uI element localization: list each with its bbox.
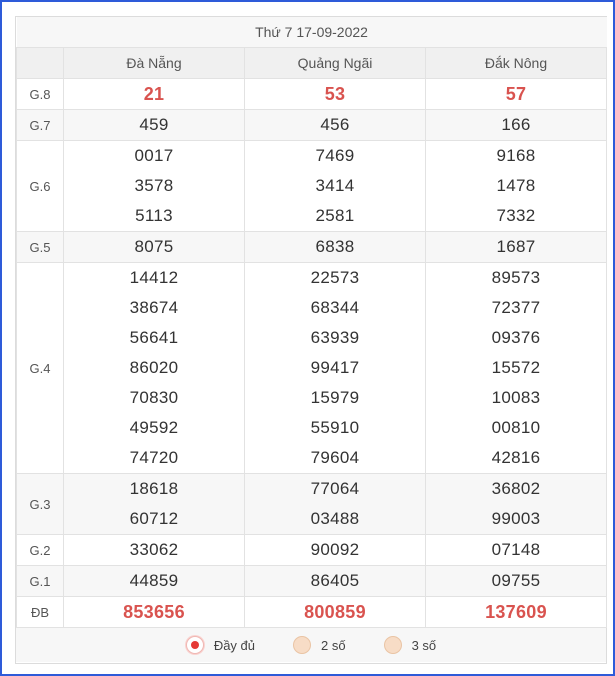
lottery-result-card <box>15 16 607 664</box>
prize-number: 7469 <box>315 146 355 165</box>
prize-number: 33062 <box>129 540 179 559</box>
prize-number: 3578 <box>134 176 174 195</box>
prize-cell <box>426 566 607 597</box>
prize-number: 53 <box>324 84 346 104</box>
prize-number: 36802 <box>491 479 541 498</box>
prize-number: 99003 <box>491 509 541 528</box>
prize-number: 14412 <box>129 268 179 287</box>
prize-cell <box>426 110 607 141</box>
digit-option-label: 3 số <box>411 637 437 653</box>
digit-option-label: 2 số <box>321 637 346 653</box>
prize-number: 10083 <box>491 388 541 407</box>
result-table <box>16 17 607 628</box>
prize-number: 2581 <box>315 206 355 225</box>
prize-number: 90092 <box>310 540 360 559</box>
prize-cell <box>64 597 245 628</box>
province-header: Đà Nẵng <box>64 48 245 79</box>
prize-cell <box>245 141 426 232</box>
prize-number: 15979 <box>310 388 360 407</box>
prize-number: 137609 <box>485 602 547 622</box>
prize-number: 166 <box>501 115 531 134</box>
prize-label: G.5 <box>17 232 64 263</box>
province-header: Quảng Ngãi <box>245 48 426 79</box>
prize-cell <box>245 535 426 566</box>
prize-cell <box>426 79 607 110</box>
prize-number: 07148 <box>491 540 541 559</box>
prize-number: 44859 <box>129 571 179 590</box>
prize-number: 99417 <box>310 358 360 377</box>
prize-number: 77064 <box>310 479 360 498</box>
prize-number: 21 <box>143 84 165 104</box>
prize-row <box>17 141 607 232</box>
prize-number: 09376 <box>491 328 541 347</box>
prize-cell <box>64 474 245 535</box>
radio-icon[interactable] <box>186 636 204 654</box>
prize-number: 89573 <box>491 268 541 287</box>
digit-option-2[interactable] <box>384 636 437 654</box>
digit-option-label: Đầy đủ <box>213 637 256 653</box>
prize-number: 49592 <box>129 418 179 437</box>
prize-cell <box>426 535 607 566</box>
digit-option-1[interactable] <box>293 636 346 654</box>
prize-cell <box>426 263 607 474</box>
prize-number: 1478 <box>496 176 536 195</box>
prize-number: 5113 <box>135 206 173 225</box>
prize-number: 800859 <box>304 602 366 622</box>
prize-number: 57 <box>505 84 527 104</box>
prize-number: 42816 <box>491 448 541 467</box>
prize-number: 3414 <box>315 176 355 195</box>
prize-number: 70830 <box>129 388 179 407</box>
prize-cell <box>64 232 245 263</box>
prize-row <box>17 263 607 474</box>
prize-number: 74720 <box>129 448 179 467</box>
prize-number: 00810 <box>491 418 541 437</box>
prize-number: 0017 <box>134 146 174 165</box>
prize-number: 6838 <box>315 237 355 256</box>
prize-number: 459 <box>139 115 169 134</box>
prize-row <box>17 79 607 110</box>
prize-row <box>17 597 607 628</box>
prize-row <box>17 232 607 263</box>
prize-number: 03488 <box>310 509 360 528</box>
prize-cell <box>64 79 245 110</box>
prize-number: 55910 <box>310 418 360 437</box>
prize-number: 8075 <box>134 237 174 256</box>
prize-label: ĐB <box>17 597 64 628</box>
prize-label: G.4 <box>17 263 64 474</box>
prize-cell <box>245 566 426 597</box>
prize-number: 56641 <box>129 328 179 347</box>
prize-cell <box>64 566 245 597</box>
prize-label: G.7 <box>17 110 64 141</box>
prize-number: 18618 <box>129 479 179 498</box>
prize-number: 60712 <box>129 509 179 528</box>
prize-column-header <box>17 48 64 79</box>
prize-label: G.1 <box>17 566 64 597</box>
prize-cell <box>245 110 426 141</box>
prize-label: G.3 <box>17 474 64 535</box>
prize-row <box>17 566 607 597</box>
prize-cell <box>245 597 426 628</box>
prize-number: 22573 <box>310 268 360 287</box>
prize-label: G.8 <box>17 79 64 110</box>
radio-icon[interactable] <box>293 636 311 654</box>
prize-cell <box>64 535 245 566</box>
prize-number: 79604 <box>310 448 360 467</box>
prize-cell <box>64 263 245 474</box>
prize-cell <box>245 263 426 474</box>
prize-cell <box>426 597 607 628</box>
prize-row <box>17 474 607 535</box>
province-header: Đắk Nông <box>426 48 607 79</box>
prize-number: 853656 <box>123 602 185 622</box>
prize-number: 68344 <box>310 298 360 317</box>
prize-number: 15572 <box>491 358 541 377</box>
prize-number: 86020 <box>129 358 179 377</box>
prize-number: 09755 <box>491 571 541 590</box>
draw-date-title: Thứ 7 17-09-2022 <box>17 17 607 48</box>
prize-cell <box>245 79 426 110</box>
prize-number: 9168 <box>496 146 536 165</box>
prize-cell <box>64 141 245 232</box>
radio-icon[interactable] <box>384 636 402 654</box>
prize-number: 456 <box>320 115 350 134</box>
prize-cell <box>64 110 245 141</box>
prize-row <box>17 110 607 141</box>
prize-cell <box>426 474 607 535</box>
prize-label: G.6 <box>17 141 64 232</box>
digit-option-0[interactable] <box>186 636 255 654</box>
prize-number: 86405 <box>310 571 360 590</box>
digit-filter-options <box>16 628 606 662</box>
prize-number: 72377 <box>491 298 541 317</box>
prize-row <box>17 535 607 566</box>
prize-cell <box>245 474 426 535</box>
prize-cell <box>426 141 607 232</box>
prize-cell <box>426 232 607 263</box>
prize-cell <box>245 232 426 263</box>
prize-number: 1687 <box>496 237 536 256</box>
prize-label: G.2 <box>17 535 64 566</box>
prize-number: 38674 <box>129 298 179 317</box>
prize-number: 7332 <box>496 206 536 225</box>
prize-number: 63939 <box>310 328 360 347</box>
